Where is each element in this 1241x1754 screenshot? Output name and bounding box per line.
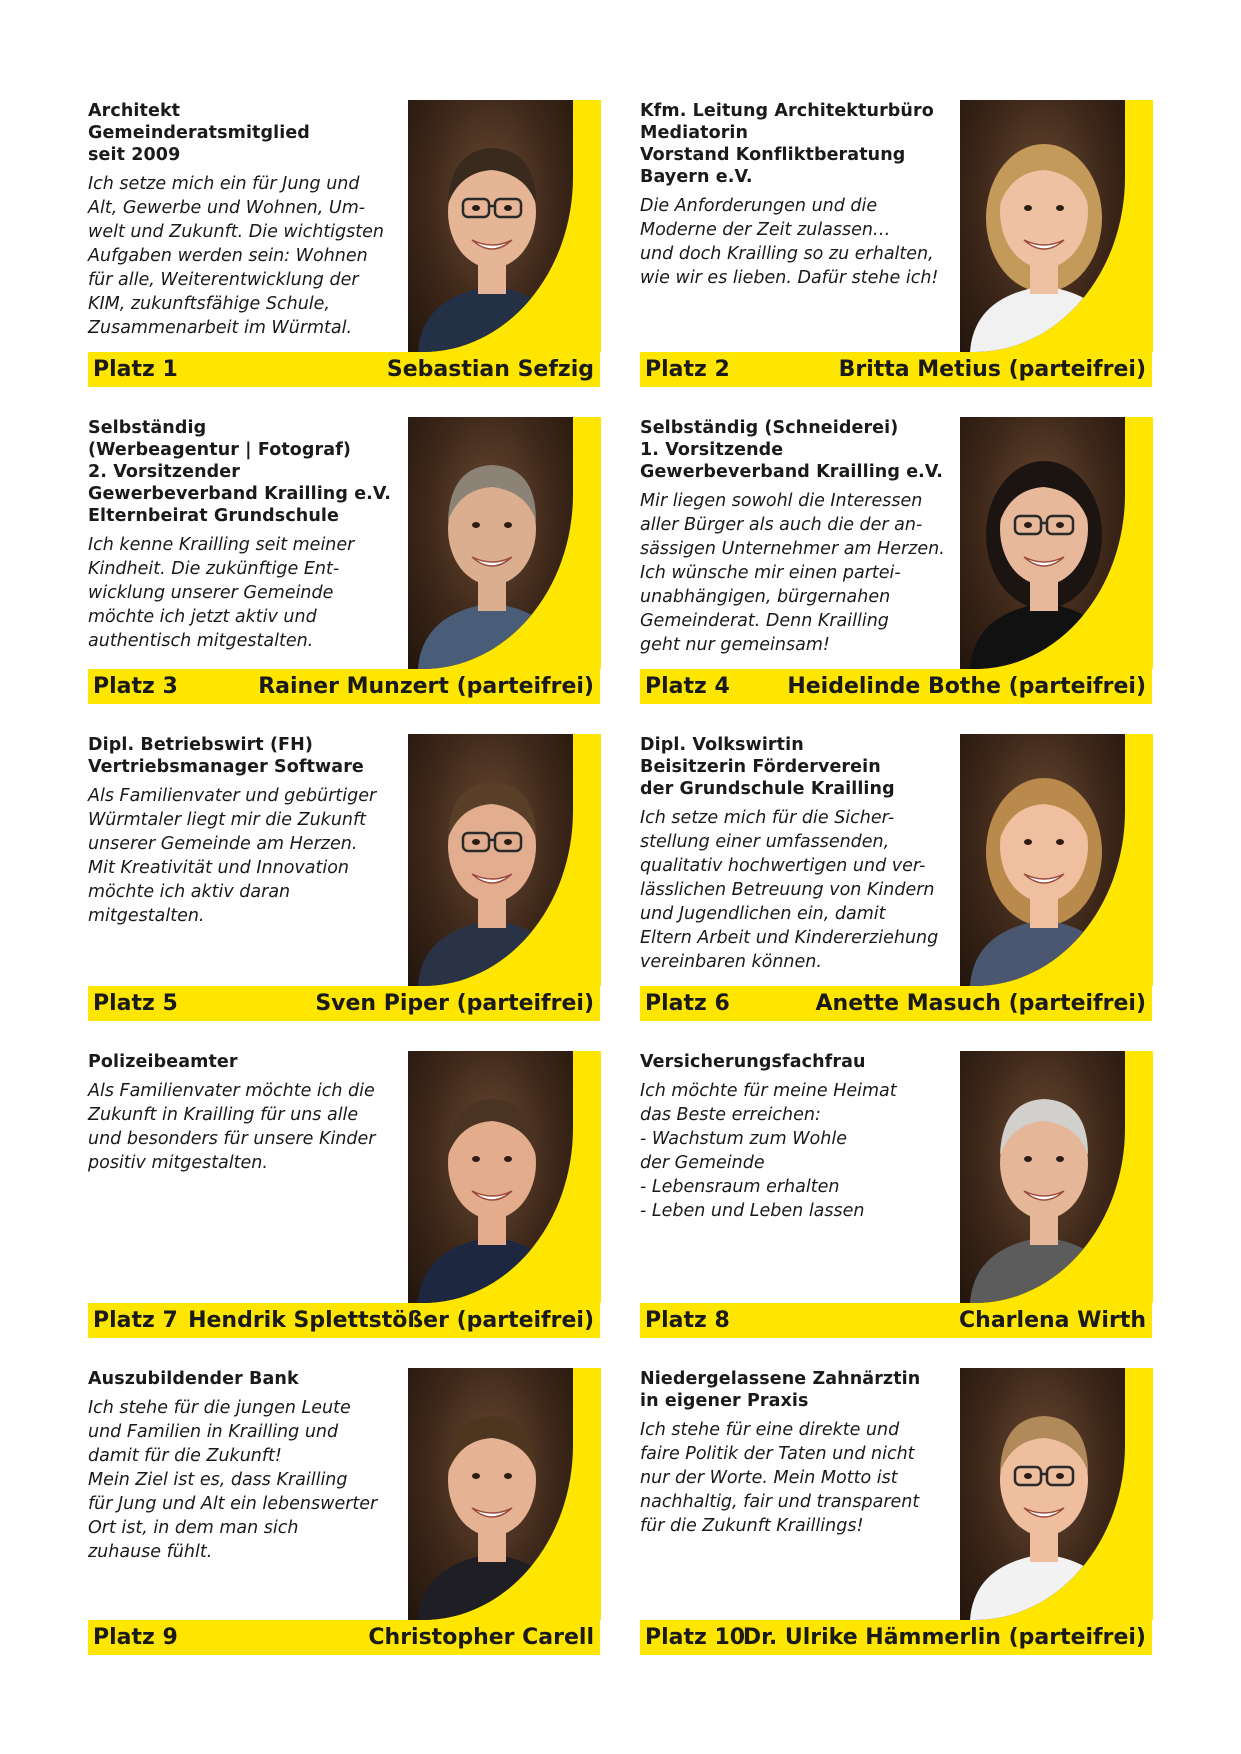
role-line: 2. Vorsitzender: [88, 462, 240, 482]
candidate-name-bar: [640, 669, 1152, 704]
portrait-frame: [960, 417, 1153, 669]
portrait-illustration: [960, 1051, 1125, 1303]
role-line: Selbständig: [88, 418, 207, 438]
eye-left: [1024, 839, 1032, 845]
candidate-name: Britta Metius (parteifrei): [838, 357, 1146, 382]
candidate-roles: [640, 1051, 955, 1073]
candidate-name-bar: [88, 986, 600, 1021]
list-position: Platz 4: [645, 674, 730, 699]
candidate-info: [88, 1051, 403, 1175]
shoulders: [970, 920, 1118, 986]
role-line: seit 2009: [88, 145, 181, 165]
eye-right: [504, 1473, 512, 1479]
candidate-statement: Als Familienvater möchte ich die Zukunft in Krailling für uns alle und besonders für unsere Kinder positiv mitgestalten.: [88, 1081, 376, 1173]
candidate-statement: Ich stehe für die jungen Leute und Familien in Krailling und damit für die Zukunft! Mein Ziel ist es, dass Krailling für Jung und Alt ein lebenswerter Ort ist, in dem man sich zuhause fühlt.: [88, 1398, 378, 1562]
role-line: Polizeibeamter: [88, 1052, 238, 1072]
shoulders: [418, 920, 566, 986]
candidate-card-7: [88, 1051, 600, 1338]
candidate-roles: [88, 1051, 403, 1073]
portrait-frame: [408, 1368, 601, 1620]
candidate-name-bar: [640, 1620, 1152, 1655]
role-line: Selbständig (Schneiderei): [640, 418, 899, 438]
list-position: Platz 6: [645, 991, 730, 1016]
candidate-card-4: [640, 417, 1152, 704]
candidate-name: Anette Masuch (parteifrei): [815, 991, 1146, 1016]
candidate-name-bar: [640, 986, 1152, 1021]
role-line: 1. Vorsitzende: [640, 440, 784, 460]
candidate-statement: Als Familienvater und gebürtiger Würmtaler liegt mir die Zukunft unserer Gemeinde am Herzen. Mit Kreativität und Innovation möchte ich aktiv daran mitgestalten.: [88, 786, 377, 926]
portrait-frame: [408, 734, 601, 986]
list-position: Platz 10: [645, 1625, 746, 1650]
eye-right: [1056, 839, 1064, 845]
role-line: Kfm. Leitung Architekturbüro: [640, 101, 934, 121]
candidate-card-9: [88, 1368, 600, 1655]
candidate-name-bar: [88, 352, 600, 387]
candidate-statement: Ich setze mich ein für Jung und Alt, Gewerbe und Wohnen, Um- welt und Zukunft. Die wichtigsten Aufgaben werden sein: Wohnen für alle, Weiterentwicklung der KIM, zukunftsfähige Schule, Zusammenarbeit im Würmtal.: [88, 174, 384, 338]
role-line: Vertriebsmanager Software: [88, 757, 364, 777]
role-line: in eigener Praxis: [640, 1391, 809, 1411]
portrait-frame: [960, 1051, 1153, 1303]
list-position: Platz 9: [93, 1625, 178, 1650]
portrait-illustration: [408, 417, 573, 669]
list-position: Platz 7: [93, 1308, 178, 1333]
candidate-name: Hendrik Splettstößer (parteifrei): [188, 1308, 594, 1333]
eye-right: [1056, 1156, 1064, 1162]
eye-left: [1024, 522, 1032, 528]
role-line: Gewerbeverband Krailling e.V.: [640, 462, 944, 482]
portrait-illustration: [960, 417, 1125, 669]
candidate-statement: Ich kenne Krailling seit meiner Kindheit. Die zukünftige Ent- wicklung unserer Gemeinde möchte ich jetzt aktiv und authentisch mitgestalten.: [88, 535, 355, 651]
candidate-roles: [88, 100, 403, 166]
role-line: Niedergelassene Zahnärztin: [640, 1369, 921, 1389]
eye-right: [1056, 205, 1064, 211]
role-line: Vorstand Konfliktberatung: [640, 145, 906, 165]
candidate-card-3: [88, 417, 600, 704]
candidate-info: [640, 734, 955, 974]
shoulders: [418, 286, 566, 352]
eye-left: [472, 205, 480, 211]
candidate-statement: Mir liegen sowohl die Interessen aller Bürger als auch die der an- sässigen Unternehmer am Herzen. Ich wünsche mir einen partei- unabhängigen, bürgernahen Gemeinderat. Denn Krailling geht nur gemeinsam!: [640, 491, 945, 655]
eye-right: [1056, 1473, 1064, 1479]
candidate-name-bar: [640, 352, 1152, 387]
candidate-card-6: [640, 734, 1152, 1021]
role-line: Versicherungsfachfrau: [640, 1052, 866, 1072]
portrait-illustration: [960, 1368, 1125, 1620]
candidate-info: [88, 734, 403, 928]
candidate-name-bar: [88, 1620, 600, 1655]
candidate-roles: [640, 734, 955, 800]
candidate-card-2: [640, 100, 1152, 387]
portrait-frame: [408, 1051, 601, 1303]
eye-right: [504, 205, 512, 211]
candidate-info: [640, 1051, 955, 1223]
portrait-frame: [408, 100, 601, 352]
candidate-name: Christopher Carell: [368, 1625, 594, 1650]
candidate-portrait: [960, 100, 1125, 352]
list-position: Platz 3: [93, 674, 178, 699]
candidate-portrait: [408, 1051, 573, 1303]
candidate-info: [88, 417, 403, 653]
portrait-illustration: [408, 734, 573, 986]
candidate-card-10: [640, 1368, 1152, 1655]
role-line: Bayern e.V.: [640, 167, 753, 187]
eye-left: [1024, 1473, 1032, 1479]
role-line: Elternbeirat Grundschule: [88, 506, 339, 526]
candidate-roles: [88, 734, 403, 778]
candidate-roles: [640, 100, 955, 188]
portrait-frame: [960, 1368, 1153, 1620]
candidate-name: Dr. Ulrike Hämmerlin (parteifrei): [742, 1625, 1146, 1650]
candidate-name: Heidelinde Bothe (parteifrei): [787, 674, 1146, 699]
candidate-roles: [88, 417, 403, 527]
portrait-frame: [960, 100, 1153, 352]
eye-right: [504, 1156, 512, 1162]
candidate-portrait: [960, 1051, 1125, 1303]
candidate-name: Rainer Munzert (parteifrei): [258, 674, 594, 699]
role-line: Dipl. Volkswirtin: [640, 735, 804, 755]
candidate-name-bar: [88, 669, 600, 704]
shoulders: [418, 1554, 566, 1620]
candidate-card-8: [640, 1051, 1152, 1338]
candidate-portrait: [408, 100, 573, 352]
candidate-portrait: [960, 417, 1125, 669]
shoulders: [970, 603, 1118, 669]
candidate-name: Sven Piper (parteifrei): [315, 991, 594, 1016]
role-line: Dipl. Betriebswirt (FH): [88, 735, 313, 755]
shoulders: [418, 603, 566, 669]
role-line: Architekt: [88, 101, 181, 121]
eye-right: [504, 522, 512, 528]
candidate-info: [640, 1368, 955, 1538]
list-position: Platz 2: [645, 357, 730, 382]
role-line: Auszubildender Bank: [88, 1369, 299, 1389]
candidate-info: [640, 417, 955, 657]
candidate-portrait: [408, 1368, 573, 1620]
candidate-name: Charlena Wirth: [959, 1308, 1146, 1333]
shoulders: [970, 1554, 1118, 1620]
list-position: Platz 1: [93, 357, 178, 382]
portrait-illustration: [408, 1368, 573, 1620]
role-line: Gewerbeverband Krailling e.V.: [88, 484, 392, 504]
list-position: Platz 5: [93, 991, 178, 1016]
candidate-name-bar: [640, 1303, 1152, 1338]
eye-left: [472, 522, 480, 528]
candidate-statement: Die Anforderungen und die Moderne der Zeit zulassen… und doch Krailling so zu erhalten, wie wir es lieben. Dafür stehe ich!: [640, 196, 939, 288]
role-line: Beisitzerin Förderverein: [640, 757, 881, 777]
candidate-statement: Ich möchte für meine Heimat das Beste erreichen: - Wachstum zum Wohle der Gemeinde - Lebensraum erhalten - Leben und Leben lassen: [640, 1081, 897, 1221]
candidate-portrait: [408, 417, 573, 669]
eye-left: [1024, 1156, 1032, 1162]
portrait-frame: [408, 417, 601, 669]
portrait-illustration: [408, 100, 573, 352]
eye-left: [472, 839, 480, 845]
eye-right: [1056, 522, 1064, 528]
portrait-frame: [960, 734, 1153, 986]
candidate-info: [640, 100, 955, 290]
candidate-statement: Ich stehe für eine direkte und faire Politik der Taten und nicht nur der Worte. Mein Motto ist nachhaltig, fair und transparent für die Zukunft Kraillings!: [640, 1420, 920, 1536]
portrait-illustration: [408, 1051, 573, 1303]
portrait-illustration: [960, 100, 1125, 352]
eye-left: [472, 1156, 480, 1162]
candidate-portrait: [408, 734, 573, 986]
candidate-statement: Ich setze mich für die Sicher- stellung einer umfassenden, qualitativ hochwertigen und ver- lässlichen Betreuung von Kindern und Jugendlichen ein, damit Eltern Arbeit und Kindererziehung vereinbaren können.: [640, 808, 939, 972]
candidate-card-5: [88, 734, 600, 1021]
eye-left: [1024, 205, 1032, 211]
role-line: Gemeinderatsmitglied: [88, 123, 310, 143]
role-line: (Werbeagentur | Fotograf): [88, 440, 352, 460]
candidate-roles: [88, 1368, 403, 1390]
eye-left: [472, 1473, 480, 1479]
candidate-info: [88, 100, 403, 340]
candidate-portrait: [960, 734, 1125, 986]
candidate-portrait: [960, 1368, 1125, 1620]
eye-right: [504, 839, 512, 845]
candidate-info: [88, 1368, 403, 1564]
candidate-name: Sebastian Sefzig: [386, 357, 594, 382]
role-line: Mediatorin: [640, 123, 749, 143]
role-line: der Grundschule Krailling: [640, 779, 895, 799]
candidate-roles: [640, 417, 955, 483]
candidate-card-1: [88, 100, 600, 387]
shoulders: [970, 1237, 1118, 1303]
candidate-roles: [640, 1368, 955, 1412]
list-position: Platz 8: [645, 1308, 730, 1333]
portrait-illustration: [960, 734, 1125, 986]
candidate-name-bar: [88, 1303, 600, 1338]
shoulders: [418, 1237, 566, 1303]
shoulders: [970, 286, 1118, 352]
